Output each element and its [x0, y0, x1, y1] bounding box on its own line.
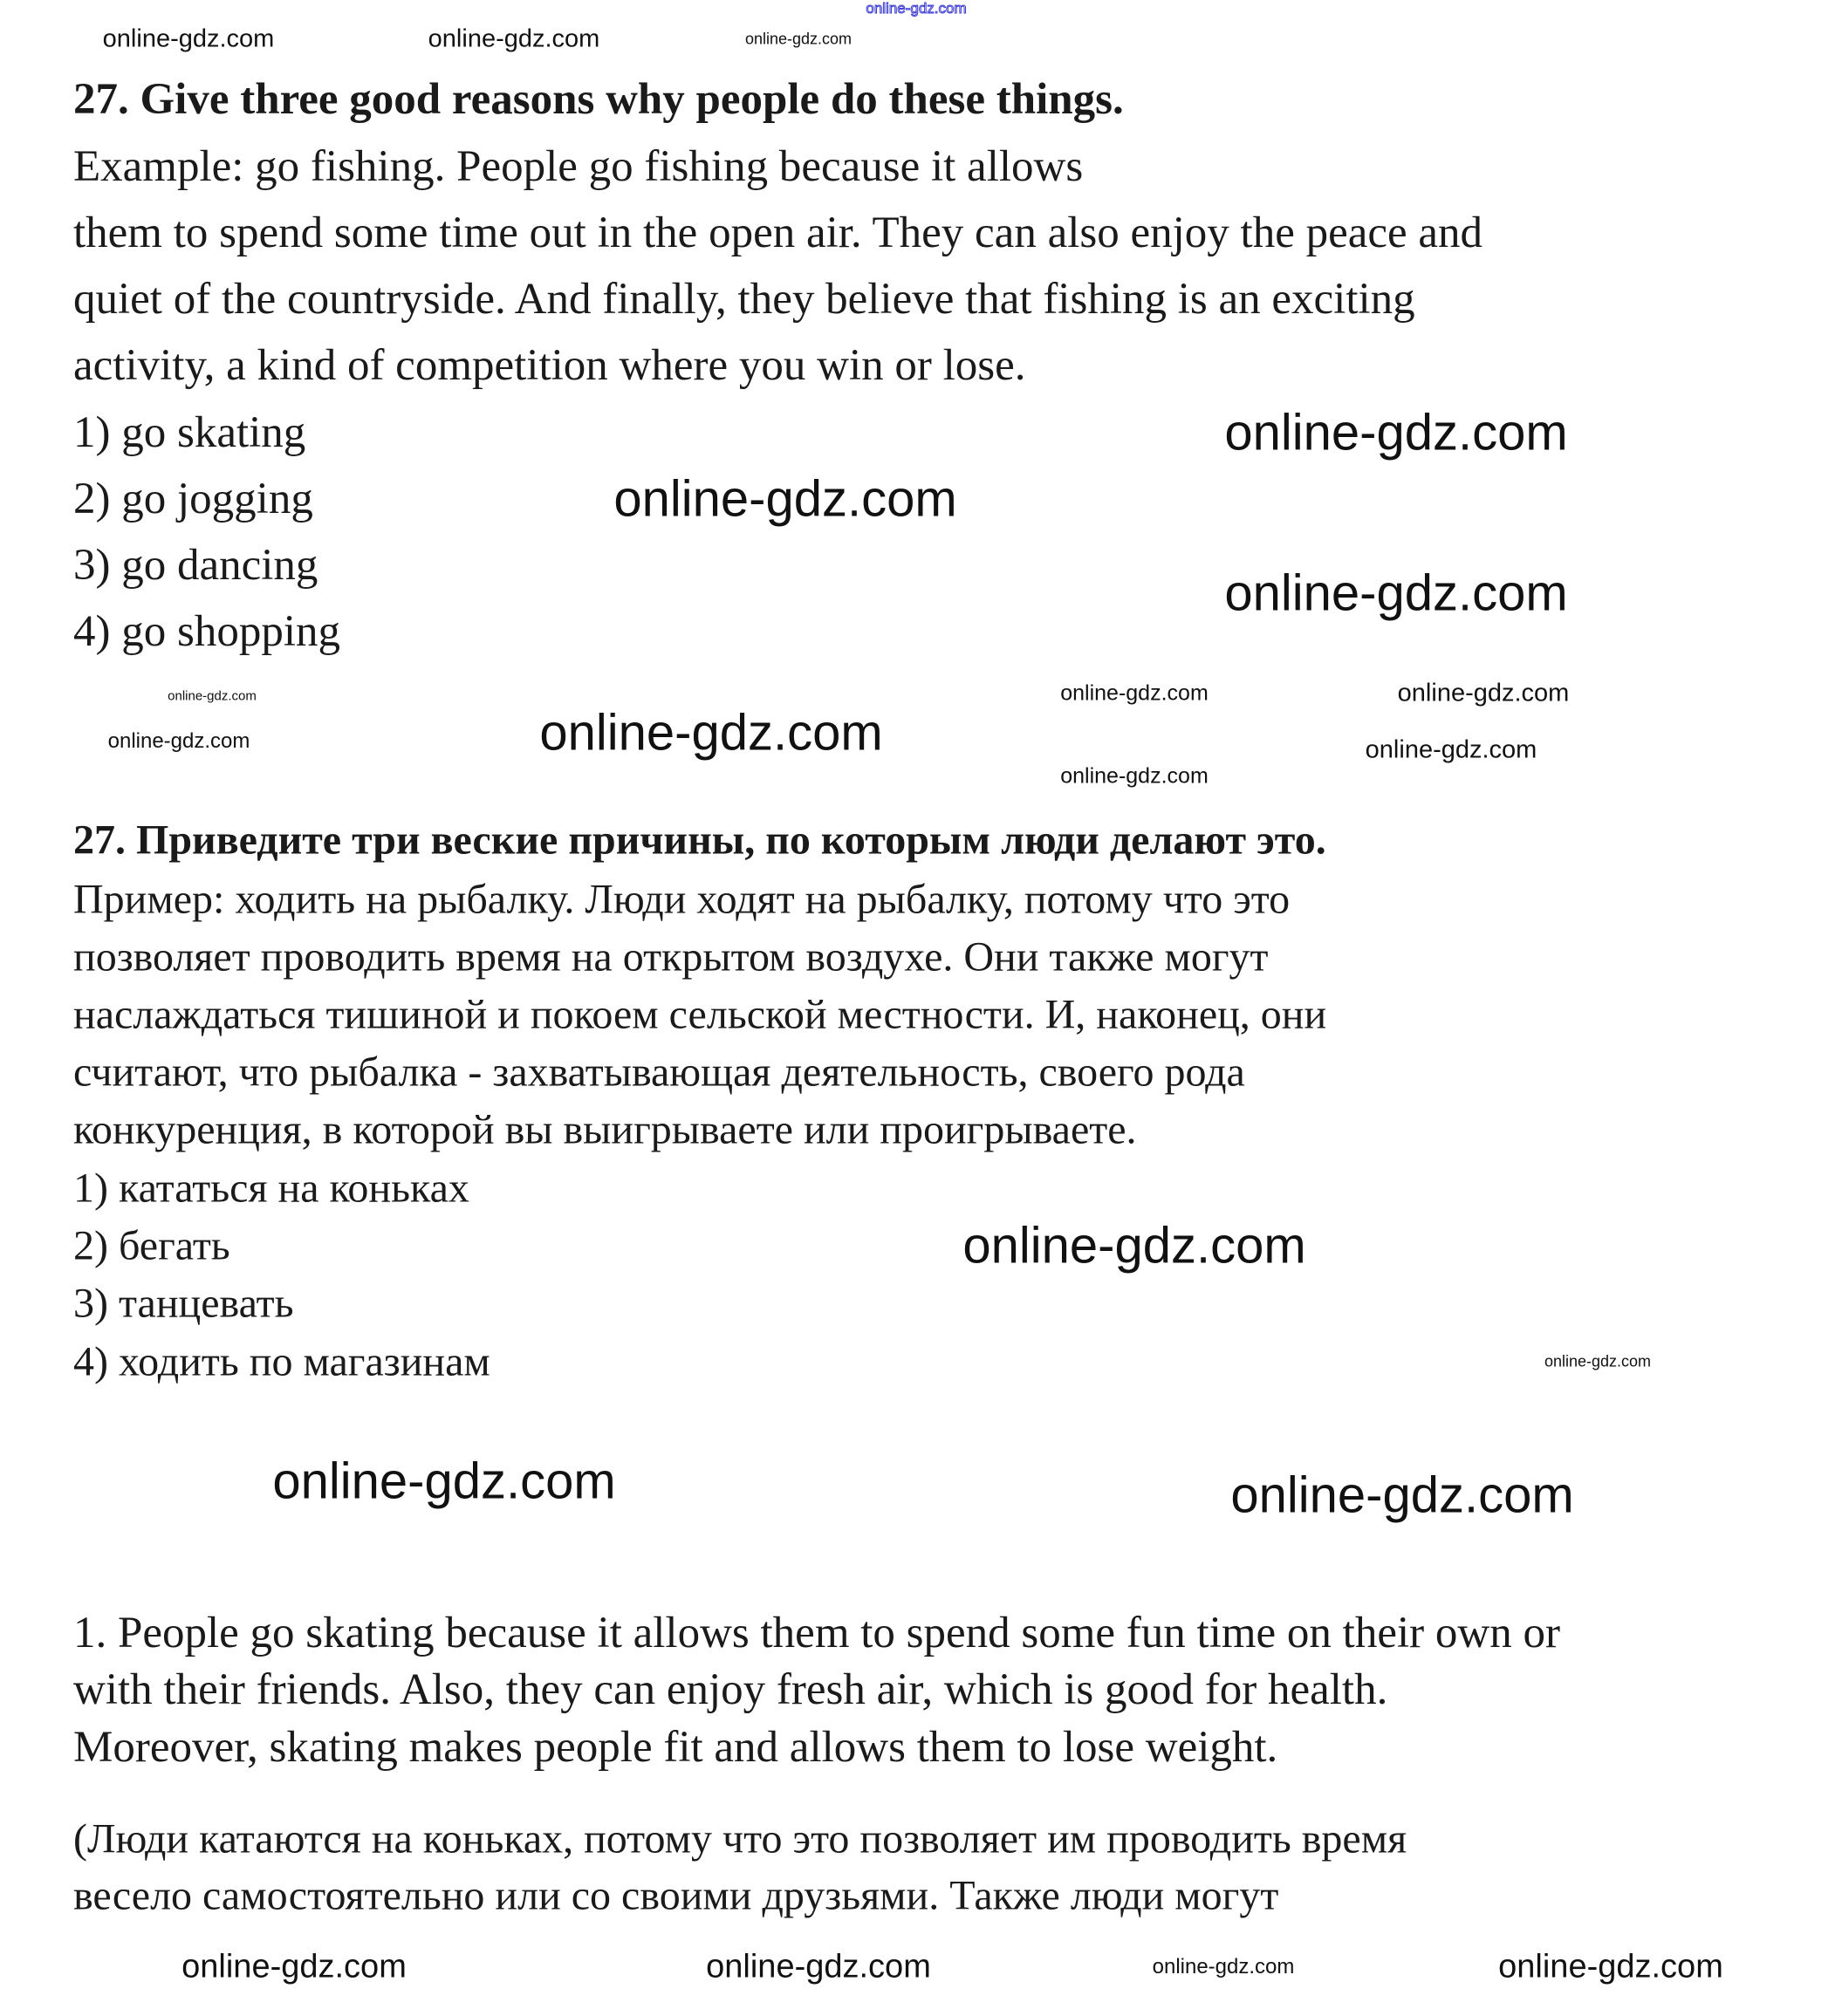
watermark: online-gdz.com [1498, 1948, 1723, 1985]
answer-translation-line: (Люди катаются на коньках, потому что это позволяет им проводить время [73, 1815, 1407, 1862]
example-line: считают, что рыбалка - захватывающая деятельность, своего рода [73, 1049, 1245, 1096]
watermark: online-gdz.com [1544, 1352, 1652, 1370]
watermark: online-gdz.com [1230, 1466, 1574, 1524]
list-item: 3) go dancing [73, 541, 318, 590]
answer-line: Moreover, skating makes people fit and allows them to lose weight. [73, 1723, 1278, 1772]
list-item: 2) бегать [73, 1222, 230, 1269]
watermark: online-gdz.com [168, 688, 257, 704]
example-line: Пример: ходить на рыбалку. Люди ходят на рыбалку, потому что это [73, 876, 1291, 923]
watermark: online-gdz.com [181, 1948, 407, 1985]
watermark: online-gdz.com [1060, 763, 1209, 789]
watermark: online-gdz.com [1397, 679, 1570, 707]
list-item: 4) go shopping [73, 607, 340, 656]
example-line: наслаждаться тишиной и покоем сельской местности. И, наконец, они [73, 991, 1327, 1038]
list-item: 3) танцевать [73, 1280, 294, 1327]
example-line: quiet of the countryside. And finally, they believe that fishing is an exciting [73, 275, 1415, 324]
watermark: online-gdz.com [1060, 680, 1209, 706]
watermark: online-gdz.com [102, 24, 275, 53]
watermark: online-gdz.com [272, 1452, 616, 1510]
watermark: online-gdz.com [1152, 1955, 1295, 1978]
watermark: online-gdz.com [428, 24, 600, 53]
top-watermark: online-gdz.com [866, 0, 967, 17]
answer-translation-line: весело самостоятельно или со своими друзьями. Также люди могут [73, 1872, 1279, 1919]
watermark: online-gdz.com [1224, 404, 1568, 461]
watermark: online-gdz.com [962, 1217, 1306, 1275]
example-line: конкуренция, в которой вы выигрываете или проигрываете. [73, 1106, 1137, 1153]
answer-line: with their friends. Also, they can enjoy fresh air, which is good for health. [73, 1665, 1388, 1714]
watermark: online-gdz.com [1224, 564, 1568, 622]
task-title-english: 27. Give three good reasons why people do these things. [73, 75, 1124, 124]
list-item: 1) go skating [73, 408, 306, 457]
list-item: 1) кататься на коньках [73, 1165, 469, 1212]
example-line: позволяет проводить время на открытом воздухе. Они также могут [73, 933, 1269, 981]
watermark: online-gdz.com [613, 470, 957, 528]
watermark: online-gdz.com [539, 704, 883, 762]
watermark: online-gdz.com [107, 729, 250, 753]
example-line: activity, a kind of competition where you win or lose. [73, 341, 1026, 390]
watermark: online-gdz.com [744, 30, 853, 48]
example-line: Example: go fishing. People go fishing because it allows [73, 142, 1084, 191]
watermark: online-gdz.com [706, 1948, 931, 1985]
list-item: 2) go jogging [73, 475, 313, 523]
task-title-russian: 27. Приведите три веские причины, по которым люди делают это. [73, 817, 1326, 864]
watermark: online-gdz.com [1365, 735, 1537, 764]
list-item: 4) ходить по магазинам [73, 1338, 490, 1385]
example-line: them to spend some time out in the open air. They can also enjoy the peace and [73, 208, 1483, 257]
answer-line: 1. People go skating because it allows them to spend some fun time on their own or [73, 1609, 1560, 1657]
